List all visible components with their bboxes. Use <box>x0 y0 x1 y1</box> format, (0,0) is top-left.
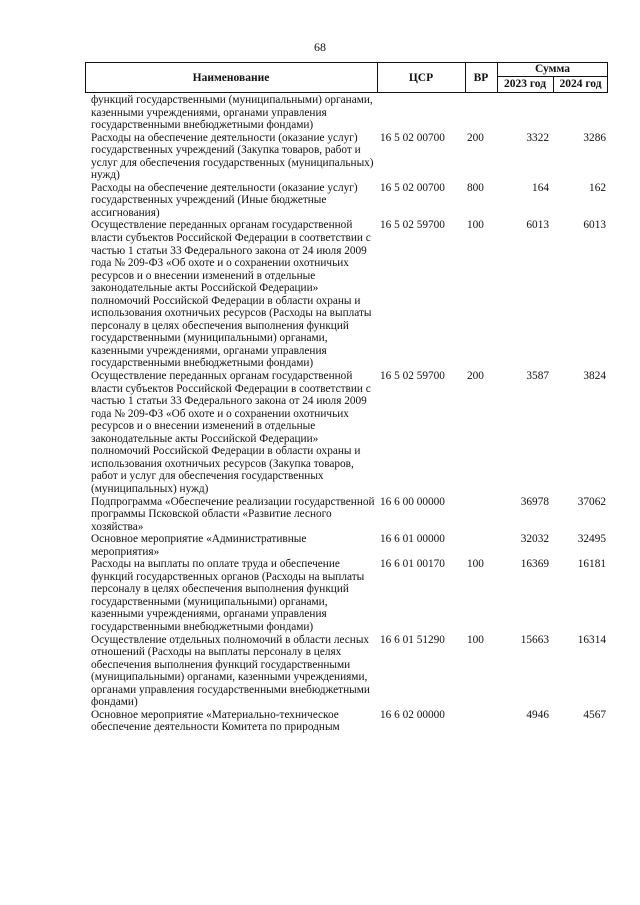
header-csr: ЦСР <box>408 71 434 84</box>
row-vr: 100 <box>467 633 484 646</box>
row-csr: 16 5 02 00700 <box>380 181 445 194</box>
row-vr <box>465 496 497 534</box>
row-2024: 4567 <box>583 708 606 721</box>
row-name: Подпрограмма «Обеспечение реализации государственной программы Псковской области «Развитие лесного хозяйства» <box>91 495 375 533</box>
row-csr: 16 5 02 59700 <box>380 219 445 232</box>
table-row <box>85 94 608 132</box>
table-row <box>85 182 608 220</box>
table-row <box>85 709 608 734</box>
row-name: функций государственными (муниципальными) органами, казенными учреждениями, органами управления государственными внебюджетными фондами) <box>91 94 373 132</box>
row-csr: 16 6 01 00170 <box>380 558 445 571</box>
row-2023: 36978 <box>520 495 549 508</box>
row-name: Осуществление переданных органам государственной власти субъектов Российской Федерации в соответствии с частью 1 статьи 33 Федерального закона от 24 июля 2009 года № 209-ФЗ «Об охоте и о сохранении охотничьих ресурсов и о внесении изменений в отдельные законодательные акты Российской Федерации» полномочий Российской Федерации в области охраны и использования охотничьих ресурсов (Расходы на выплаты персоналу в целях обеспечения выполнения функций государственными (муниципальными) органами, казенными учреждениями, органами управления государственными внебюджетными фондами) <box>91 219 372 370</box>
row-name: Основное мероприятие «Материально-техническое обеспечение деятельности Комитета по природным <box>91 708 340 734</box>
row-name: Расходы на обеспечение деятельности (оказание услуг) государственных учреждений (Иные бюджетные ассигнования) <box>91 181 358 219</box>
row-csr: 16 6 01 51290 <box>380 633 445 646</box>
row-2023: 15663 <box>520 633 549 646</box>
header-2024: 2024 год <box>559 78 602 90</box>
table-header <box>85 62 608 93</box>
table-row <box>85 634 608 709</box>
row-2023: 32032 <box>520 533 549 546</box>
row-vr: 100 <box>467 558 484 571</box>
page-number: 68 <box>314 40 326 54</box>
row-2024: 162 <box>589 181 606 194</box>
table-row <box>85 132 608 182</box>
table-body <box>85 94 608 734</box>
row-csr <box>377 94 465 132</box>
row-2023: 164 <box>532 181 549 194</box>
row-2023: 3322 <box>526 131 549 144</box>
row-vr <box>465 709 497 734</box>
row-name: Осуществление переданных органам государственной власти субъектов Российской Федерации в соответствии с частью 1 статьи 33 Федерального закона от 24 июля 2009 года № 209-ФЗ «Об охоте и о сохранении охотничьих ресурсов и о внесении изменений в отдельные законодательные акты Российской Федерации» полномочий Российской Федерации в области охраны и использования охотничьих ресурсов (Закупка товаров, работ и услуг для обеспечения государственных (муниципальных) нужд) <box>91 370 371 495</box>
row-2024: 16181 <box>577 558 606 571</box>
row-vr: 200 <box>467 370 484 383</box>
row-2023: 3587 <box>526 370 549 383</box>
row-2023: 6013 <box>526 219 549 232</box>
row-2023: 4946 <box>526 708 549 721</box>
row-2024: 6013 <box>583 219 606 232</box>
row-vr: 800 <box>467 181 484 194</box>
row-2024 <box>553 94 608 132</box>
row-2023 <box>497 94 553 132</box>
row-csr: 16 5 02 00700 <box>380 131 445 144</box>
row-2024: 3824 <box>583 370 606 383</box>
header-2023: 2023 год <box>503 78 547 90</box>
row-2024: 37062 <box>577 495 606 508</box>
row-csr: 16 6 00 00000 <box>380 495 445 508</box>
table-row <box>85 370 608 495</box>
row-name: Расходы на выплаты по оплате труда и обеспечение функций государственных органов (Расходы на выплаты персоналу в целях обеспечения выполнения функций государственными (муниципальными) органами, казенными учреждениями, органами управления государственными внебюджетными фондами) <box>91 558 365 633</box>
table-row <box>85 496 608 534</box>
table-row <box>85 219 608 370</box>
row-vr <box>465 533 497 558</box>
row-2024: 3286 <box>583 131 606 144</box>
row-2024: 32495 <box>577 533 606 546</box>
row-vr: 200 <box>467 131 484 144</box>
table-row <box>85 558 608 633</box>
row-csr: 16 6 01 00000 <box>380 533 445 546</box>
table-row <box>85 533 608 558</box>
row-csr: 16 5 02 59700 <box>380 370 445 383</box>
row-vr <box>465 94 497 132</box>
header-name: Наименование <box>192 71 270 84</box>
row-2023: 16369 <box>520 558 549 571</box>
row-name: Основное мероприятие «Административные мероприятия» <box>91 533 307 558</box>
row-vr: 100 <box>467 219 484 232</box>
row-csr: 16 6 02 00000 <box>380 708 445 721</box>
header-vr: ВР <box>473 71 489 84</box>
header-sum: Сумма <box>535 63 570 75</box>
row-2024: 16314 <box>577 633 606 646</box>
row-name: Осуществление отдельных полномочий в области лесных отношений (Расходы на выплаты персоналу в целях обеспечения выполнения функций государственными (муниципальными) органами, казенными учреждениями, органами управления государственными внебюджетными фондами) <box>91 633 370 709</box>
row-name: Расходы на обеспечение деятельности (оказание услуг) государственных учреждений (Закупка товаров, работ и услуг для обеспечения государственных (муниципальных) нужд) <box>91 131 374 182</box>
